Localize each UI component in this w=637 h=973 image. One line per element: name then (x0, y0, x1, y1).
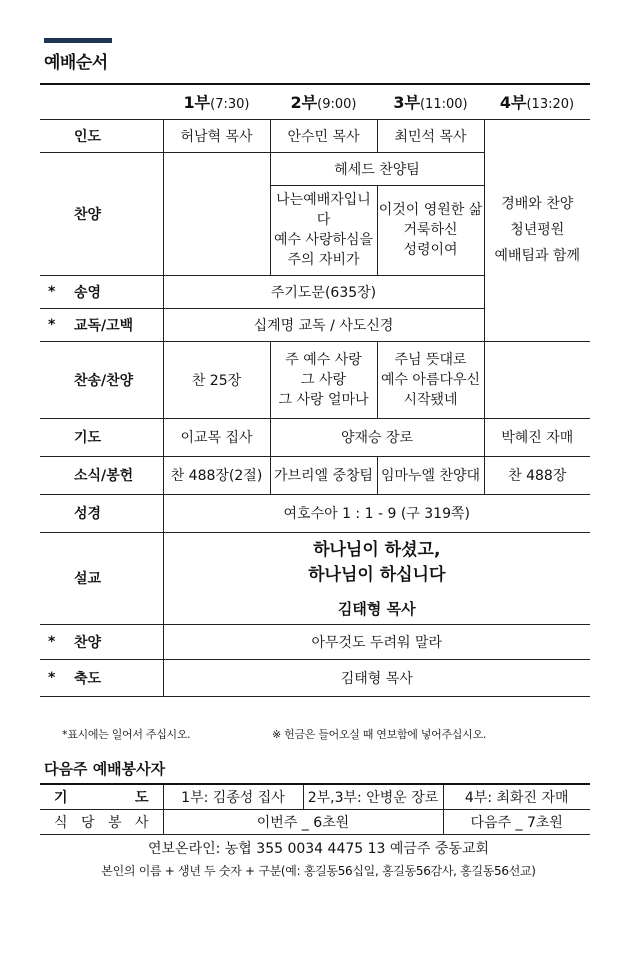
worship-order-table (40, 83, 590, 697)
service-1-header: 1부(7:30) (163, 84, 270, 119)
praise-1-empty (163, 152, 270, 275)
hymn-praise-row (40, 341, 590, 418)
service-2-header: 2부(9:00) (270, 84, 377, 119)
praise-label: 찬양 (40, 152, 163, 275)
benediction-value: 김태형 목사 (163, 659, 590, 696)
offering-2: 가브리엘 중창팀 (270, 456, 377, 494)
offering-3: 임마누엘 찬양대 (377, 456, 484, 494)
online-giving-format: 본인의 이름 + 생년 두 숫자 + 구분(예: 홍길동56십일, 홍길동56감사, 홍길동56선교) (101, 864, 536, 878)
scripture-label: 성경 (40, 494, 163, 532)
sermon-title-1: 하나님이 하셨고, (313, 539, 441, 560)
hymn-praise-2: 주 예수 사랑 그 사랑 그 사랑 얼마나 (270, 341, 377, 418)
service-3-header: 3부(11:00) (377, 84, 484, 119)
scripture-row (40, 494, 590, 532)
doxology-label: * 송영 (40, 275, 163, 308)
leader-2: 안수민 목사 (270, 119, 377, 152)
prayer-row (40, 418, 590, 456)
leader-1: 허남혁 목사 (163, 119, 270, 152)
next-meal-next: 다음주 _ 7초원 (443, 810, 590, 835)
prayer-4: 박혜진 자매 (484, 418, 590, 456)
sermon-content (163, 532, 590, 624)
next-meal-this: 이번주 _ 6초원 (163, 810, 443, 835)
service-4-header: 4부(13:20) (484, 84, 590, 119)
title-accent-bar (44, 38, 112, 43)
hymn-praise-1: 찬 25장 (163, 341, 270, 418)
leader-label: 인도 (40, 119, 163, 152)
prayer-23: 양재승 장로 (270, 418, 484, 456)
offering-1: 찬 488장(2절) (163, 456, 270, 494)
offering-row (40, 456, 590, 494)
closing-hymn-value: 아무것도 두려워 말라 (163, 624, 590, 659)
closing-hymn-label: * 찬양 (40, 624, 163, 659)
next-week-title: 다음주 예배봉사자 (44, 760, 166, 778)
sermon-label: 설교 (40, 532, 163, 624)
creed-label: * 교독/고백 (40, 308, 163, 341)
hymn-praise-label: 찬송/찬양 (40, 341, 163, 418)
next-meal-label: 식 당 봉 사 (40, 810, 163, 835)
praise-songs-2: 나는예배자입니다 예수 사랑하심을 주의 자비가 (270, 185, 377, 275)
leader-row (40, 119, 590, 152)
next-meal-row (40, 810, 590, 835)
offering-note: ※ 헌금은 들어오실 때 연보함에 넣어주십시오. (272, 728, 486, 741)
stand-note: *표시에는 일어서 주십시오. (62, 728, 191, 741)
next-prayer-4: 4부: 최화진 자매 (443, 784, 590, 810)
benediction-label: * 축도 (40, 659, 163, 696)
praise-team: 헤세드 찬양팀 (270, 152, 484, 185)
creed-value: 십계명 교독 / 사도신경 (163, 308, 484, 341)
next-prayer-label: 기 도 (40, 784, 163, 810)
next-week-table (40, 783, 590, 835)
doxology-value: 주기도문(635장) (163, 275, 484, 308)
offering-label: 소식/봉헌 (40, 456, 163, 494)
sermon-row (40, 532, 590, 624)
benediction-row (40, 659, 590, 696)
prayer-1: 이교목 집사 (163, 418, 270, 456)
hymn-praise-4-empty (484, 341, 590, 418)
sermon-title-2: 하나님이 하십니다 (308, 564, 446, 585)
leader-3: 최민석 목사 (377, 119, 484, 152)
service-header-row (40, 84, 590, 119)
sermon-preacher: 김태형 목사 (337, 599, 416, 618)
online-giving-account: 연보온라인: 농협 355 0034 4475 13 예금주 중동교회 (148, 841, 489, 857)
hymn-praise-3: 주님 뜻대로 예수 아름다우신 시작됐네 (377, 341, 484, 418)
prayer-label: 기도 (40, 418, 163, 456)
closing-hymn-row (40, 624, 590, 659)
next-prayer-1: 1부: 김종성 집사 (163, 784, 303, 810)
next-prayer-23: 2부,3부: 안병운 장로 (303, 784, 443, 810)
scripture-value: 여호수아 1 : 1 - 9 (구 319쪽) (163, 494, 590, 532)
praise-songs-3: 이것이 영원한 삶 거룩하신 성령이여 (377, 185, 484, 275)
next-prayer-row (40, 784, 590, 810)
service-4-praise-note: 경배와 찬양 청년평원 예배팀과 함께 (484, 119, 590, 341)
offering-4: 찬 488장 (484, 456, 590, 494)
section-title: 예배순서 (44, 53, 108, 73)
